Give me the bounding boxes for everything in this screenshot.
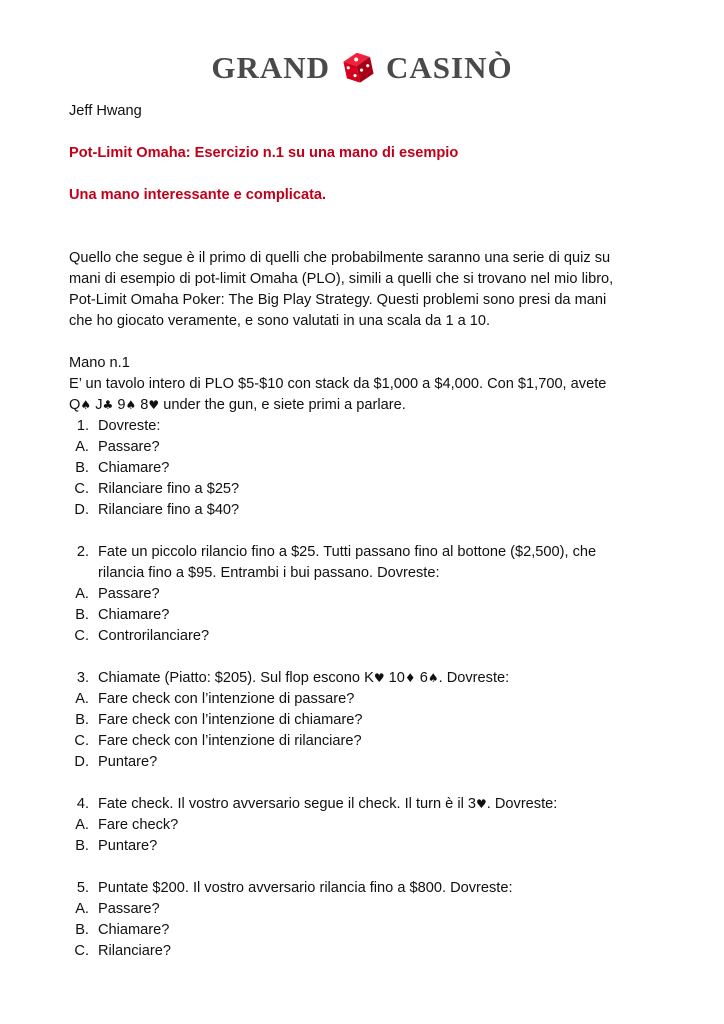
question-text: Puntate $200. Il vostro avversario rilancia fino a $800. Dovreste:: [98, 880, 513, 896]
answer-option: A. Fare check?: [75, 817, 179, 833]
answer-option: C. Rilanciare?: [74, 943, 172, 959]
article-subtitle: Una mano interessante e complicata.: [69, 187, 327, 203]
answer-option: D. Rilanciare fino a $40?: [74, 502, 240, 518]
answer-option: A. Fare check con l’intenzione di passare?: [75, 691, 355, 707]
answer-option: B. Puntare?: [75, 838, 158, 854]
answer-option: C. Fare check con l’intenzione di rilanciare?: [74, 733, 362, 749]
club-icon: ♣: [102, 398, 114, 412]
logo-word-right: CASINÒ: [386, 50, 513, 85]
question-3: [69, 668, 669, 689]
heart-icon: ♥: [373, 671, 385, 685]
hand-description: E’ un tavolo intero di PLO $5-$10 con stack da $1,000 a $4,000. Con $1,700, avete: [69, 376, 607, 392]
question-text-continued: rilancia fino a $95. Entrambi i bui passano. Dovreste:: [98, 565, 440, 581]
grand-casino-logo: [0, 44, 724, 92]
dice-icon: [336, 47, 378, 89]
answer-option: B. Chiamare?: [75, 607, 170, 623]
answer-option: C. Rilanciare fino a $25?: [74, 481, 240, 497]
intro-line: mani di esempio di pot-limit Omaha (PLO), simili a quelli che si trovano nel mio libro,: [69, 271, 614, 287]
answer-option: A. Passare?: [75, 901, 160, 917]
question-2: [69, 542, 669, 563]
question-number: 4.: [76, 796, 89, 812]
spade-icon: ♠: [125, 398, 137, 412]
hand-title: Mano n.1: [69, 355, 130, 371]
question-text: Fate check. Il vostro avversario segue il check. Il turn è il 3♥. Dovreste:: [98, 796, 558, 812]
question-number: 1.: [76, 418, 89, 434]
article-title: Pot-Limit Omaha: Esercizio n.1 su una mano di esempio: [69, 145, 459, 161]
question-text: Fate un piccolo rilancio fino a $25. Tutti passano fino al bottone ($2,500), che: [98, 544, 597, 560]
question-number: 3.: [76, 670, 89, 686]
question-4: [69, 794, 669, 815]
answer-option: A. Passare?: [75, 439, 160, 455]
question-number: 2.: [76, 544, 89, 560]
answer-option: C. Controrilanciare?: [74, 628, 210, 644]
question-5: [69, 878, 669, 899]
answer-option: B. Fare check con l’intenzione di chiamare?: [75, 712, 363, 728]
question-text: Dovreste:: [98, 418, 161, 434]
question-1: [69, 416, 669, 437]
document-body: [69, 101, 669, 962]
heart-icon: ♥: [148, 398, 160, 412]
question-text: Chiamate (Piatto: $205). Sul flop escono K♥ 10♦ 6♠. Dovreste:: [98, 670, 510, 686]
heart-icon: ♥: [476, 797, 487, 811]
spade-icon: ♠: [80, 398, 92, 412]
answer-option: B. Chiamare?: [75, 460, 170, 476]
question-number: 5.: [76, 880, 89, 896]
intro-line: Pot-Limit Omaha Poker: The Big Play Strategy. Questi problemi sono presi da mani: [69, 292, 607, 308]
intro-line: che ho giocato veramente, e sono valutati in una scala da 1 a 10.: [69, 313, 491, 329]
intro-line: Quello che segue è il primo di quelli che probabilmente saranno una serie di quiz su: [69, 250, 611, 266]
answer-option: D. Puntare?: [74, 754, 158, 770]
author: Jeff Hwang: [69, 103, 142, 119]
answer-option: A. Passare?: [75, 586, 160, 602]
spade-icon: ♠: [427, 671, 439, 685]
hand-cards-line: Q♠ J♣ 9♠ 8♥ under the gun, e siete primi a parlare.: [69, 397, 406, 413]
logo-word-left: GRAND: [211, 50, 331, 85]
diamond-icon: ♦: [404, 671, 416, 685]
answer-option: B. Chiamare?: [75, 922, 170, 938]
